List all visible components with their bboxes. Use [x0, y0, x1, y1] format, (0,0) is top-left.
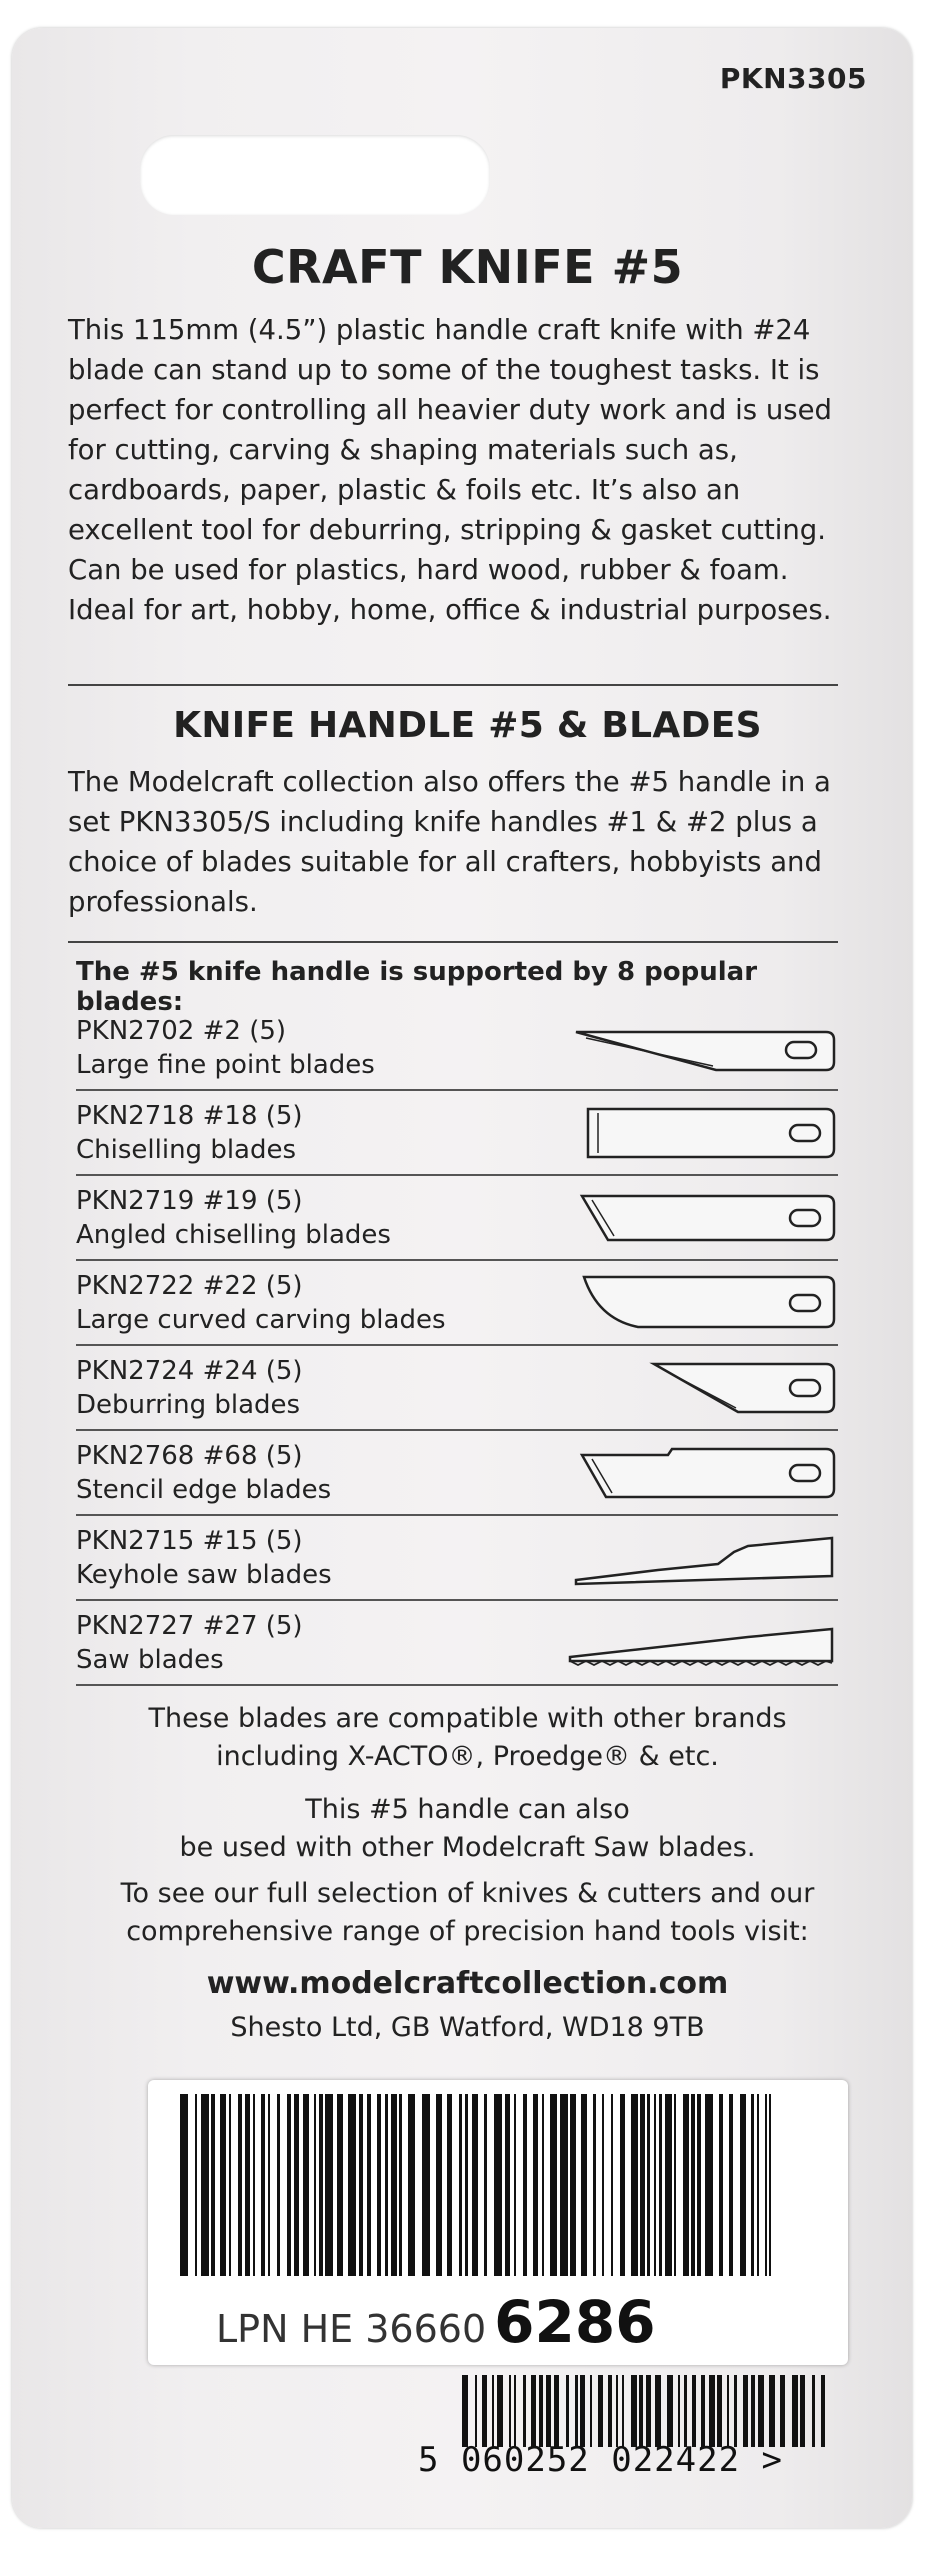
blade-code: PKN2768 #68 (5) — [76, 1441, 303, 1471]
company-address: Shesto Ltd, GB Watford, WD18 9TB — [230, 2012, 705, 2043]
saw-blade-icon — [568, 1609, 838, 1675]
visit-line: To see our full selection of knives & cutters and our — [120, 1878, 815, 1909]
blade-row — [76, 1431, 838, 1516]
blade-row — [76, 1176, 838, 1261]
handle-note-line: This #5 handle can also — [305, 1794, 630, 1825]
handle-section-text: The Modelcraft collection also offers the #5 handle in a set PKN3305/S including knife handles #1 & #2 plus a choice of blades suitable for all crafters, hobbyists and professionals. — [68, 766, 831, 918]
lpn-suffix: 6286 — [494, 2288, 656, 2356]
angled-chisel-blade-icon — [568, 1184, 838, 1250]
chisel-blade-icon — [568, 1099, 838, 1165]
blade-row — [76, 1601, 838, 1686]
compatibility-line: including X-ACTO®, Proedge® & etc. — [216, 1741, 719, 1772]
deburring-blade-icon — [568, 1354, 838, 1420]
blade-code: PKN2722 #22 (5) — [76, 1271, 303, 1301]
lpn-sticker — [148, 2080, 848, 2365]
blade-code: PKN2715 #15 (5) — [76, 1526, 303, 1556]
ean-number: 5 060252 022422 > — [418, 2440, 783, 2480]
curved-carving-blade-icon — [568, 1269, 838, 1335]
hang-hole — [140, 135, 490, 215]
divider — [68, 684, 838, 686]
stencil-edge-blade-icon — [568, 1439, 838, 1505]
visit-line: comprehensive range of precision hand tools visit: — [126, 1916, 809, 1947]
blade-code: PKN2724 #24 (5) — [76, 1356, 303, 1386]
blade-row — [76, 1091, 838, 1176]
blades-lead: The #5 knife handle is supported by 8 popular blades: — [76, 957, 758, 1017]
blade-row — [76, 1261, 838, 1346]
blade-description: Large curved carving blades — [76, 1305, 446, 1335]
handle-note — [0, 1791, 935, 1867]
blade-row — [76, 1516, 838, 1601]
product-code: PKN3305 — [719, 62, 867, 95]
blade-row — [76, 1006, 838, 1091]
lpn-label — [216, 2288, 656, 2356]
website-link[interactable]: www.modelcraftcollection.com — [206, 1966, 729, 2001]
lpn-prefix: LPN HE 36660 — [216, 2307, 487, 2351]
visit-note — [0, 1875, 935, 1951]
ean-barcode-icon — [460, 2375, 828, 2447]
product-title: CRAFT KNIFE #5 — [251, 240, 684, 294]
divider — [68, 941, 838, 943]
blade-code: PKN2719 #19 (5) — [76, 1186, 303, 1216]
blade-description: Angled chiselling blades — [76, 1220, 391, 1250]
blade-row — [76, 1346, 838, 1431]
blade-code: PKN2702 #2 (5) — [76, 1016, 287, 1046]
blade-description: Saw blades — [76, 1645, 224, 1675]
compatibility-note — [0, 1700, 935, 1776]
fine-point-blade-icon — [568, 1014, 838, 1080]
blade-description: Keyhole saw blades — [76, 1560, 332, 1590]
blade-description: Chiselling blades — [76, 1135, 297, 1165]
keyhole-saw-blade-icon — [568, 1524, 838, 1590]
blade-description: Large fine point blades — [76, 1050, 375, 1080]
compatibility-line: These blades are compatible with other brands — [148, 1703, 787, 1734]
blade-description: Stencil edge blades — [76, 1475, 332, 1505]
handle-note-line: be used with other Modelcraft Saw blades. — [179, 1832, 756, 1863]
lpn-barcode-icon — [178, 2094, 778, 2276]
blade-list — [76, 1006, 838, 1686]
handle-section-title: KNIFE HANDLE #5 & BLADES — [173, 705, 762, 746]
product-description: This 115mm (4.5”) plastic handle craft knife with #24 blade can stand up to some of the toughest tasks. It is perfect for controlling all heavier duty work and is used for cutting, carving & shaping materials such as, cardboards, paper, plastic & foils etc. It’s also an excellent tool for deburring, stripping & gasket cutting. Can be used for plastics, hard wood, rubber & foam. Ideal for art, hobby, home, office & industrial purposes. — [68, 314, 832, 626]
blade-code: PKN2727 #27 (5) — [76, 1611, 303, 1641]
blade-description: Deburring blades — [76, 1390, 301, 1420]
blade-code: PKN2718 #18 (5) — [76, 1101, 303, 1131]
